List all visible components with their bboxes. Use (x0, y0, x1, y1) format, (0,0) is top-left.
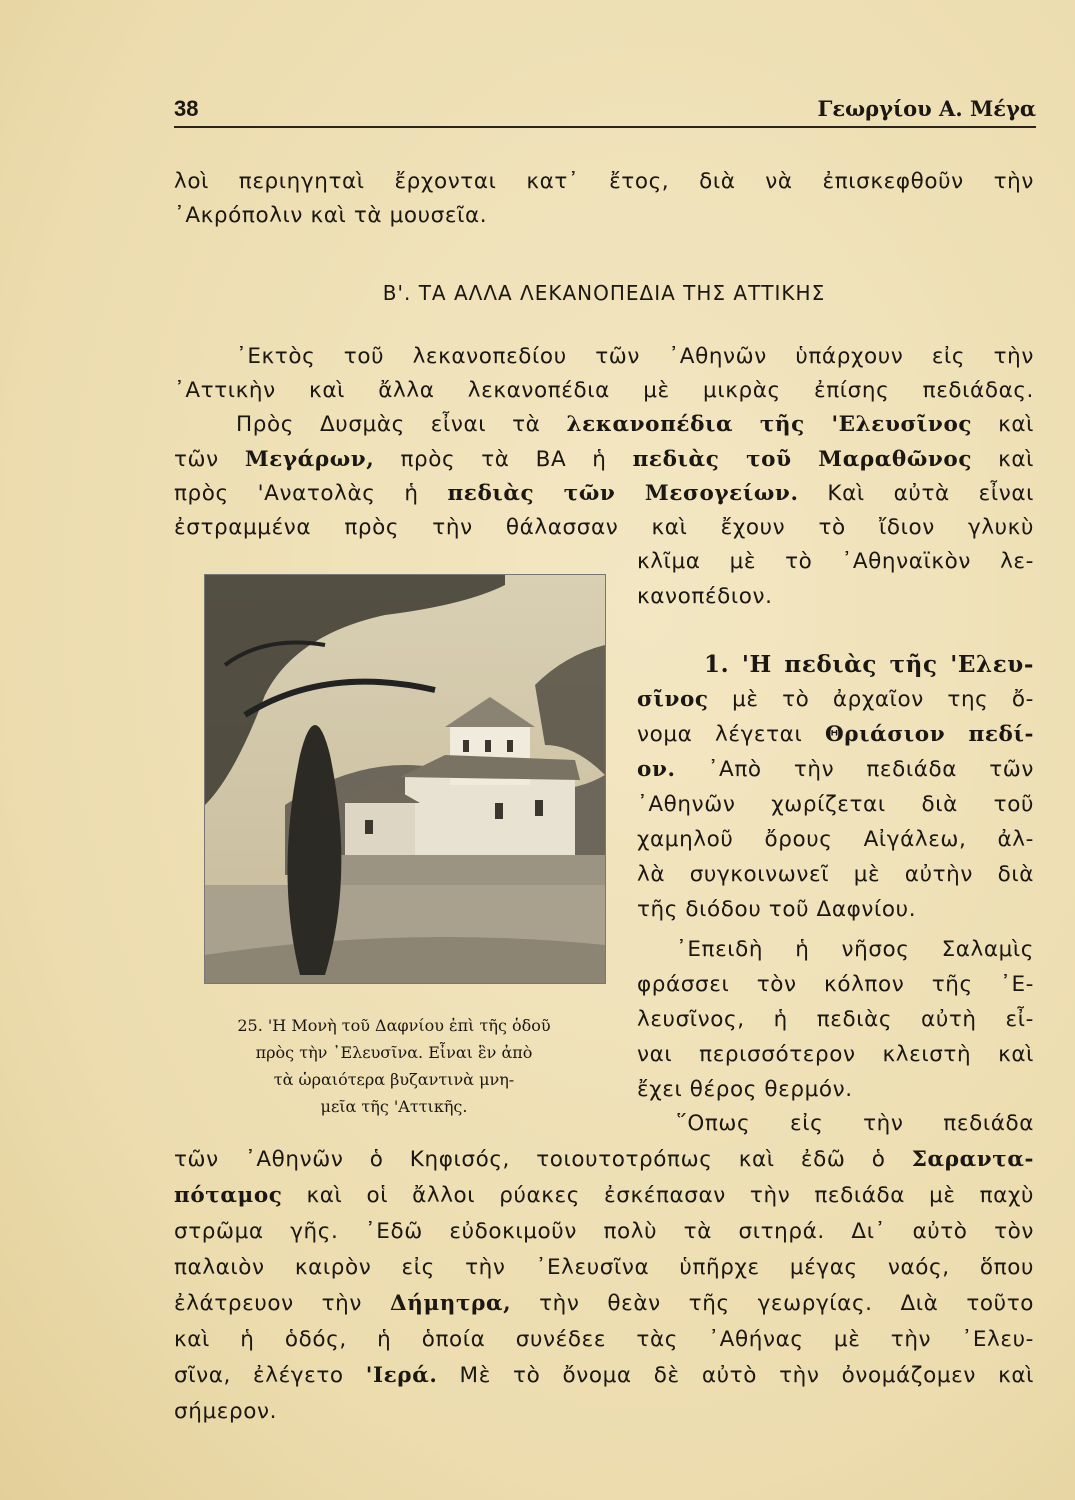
p5-line-5: παλαιὸν καιρὸν εἰς τὴν ᾿Ελευσῖνα ὑπῆρχε μέγας ναός, ὅπου (174, 1255, 1034, 1280)
p3-line-5: ᾿Αθηνῶν χωρίζεται διὰ τοῦ (637, 792, 1034, 817)
p5-line-7: καὶ ἡ ὁδός, ἡ ὁποία συνέδεε τὰς ᾿Αθήνας μὲ τὴν ᾿Ελευ- (174, 1327, 1034, 1352)
p5-line-1: ῞Οπως εἰς τὴν πεδιάδα (676, 1111, 1034, 1136)
monastery-photo (204, 574, 606, 984)
header-rule (174, 126, 1036, 128)
page-number: 38 (174, 96, 199, 121)
p5-line-6: ἐλάτρευον τὴν Δήμητρα, τὴν θεὰν τῆς γεωργίας. Διὰ τοῦτο (174, 1291, 1034, 1316)
p4-line-3: λευσῖνος, ἡ πεδιὰς αὐτὴ εἶ- (637, 1007, 1034, 1032)
p1-line-2: ᾿Αττικὴν καὶ ἄλλα λεκανοπέδια μὲ μικρὰς ἐπίσης πεδιάδας. (174, 378, 1034, 403)
p2-line-3: πρὸς 'Ανατολὰς ἡ πεδιὰς τῶν Μεσογείων. Καὶ αὐτὰ εἶναι (174, 481, 1035, 506)
p5-line-3: πόταμος καὶ οἱ ἄλλοι ρύακες ἐσκέπασαν τὴν πεδιάδα μὲ παχὺ (174, 1183, 1034, 1208)
intro-line-1: λοὶ περιηγηταὶ ἔρχονται κατ᾿ ἔτος, διὰ νὰ ἐπισκεφθοῦν τὴν (174, 169, 1034, 194)
p5-line-8: σῖνα, ἐλέγετο 'Ιερά. Μὲ τὸ ὄνομα δὲ αὐτὸ τὴν ὀνομάζομεν καὶ (174, 1363, 1034, 1388)
caption-line-4: μεῖα τῆς 'Αττικῆς. (320, 1097, 468, 1116)
photo-illustration (205, 575, 605, 983)
p5-line-2: τῶν ᾿Αθηνῶν ὁ Κηφισός, τοιουτοτρόπως καὶ ἐδῶ ὁ Σαραντα- (174, 1147, 1034, 1172)
page-header (174, 92, 1036, 128)
p4-line-1: ᾿Επειδὴ ἡ νῆσος Σαλαμὶς (676, 937, 1034, 962)
p2-line-2: τῶν Μεγάρων, πρὸς τὰ ΒΑ ἡ πεδιὰς τοῦ Μαραθῶνος καὶ (174, 447, 1035, 472)
p3-line-8: τῆς διόδου τοῦ Δαφνίου. (637, 897, 917, 922)
p5-line-4: στρῶμα γῆς. ᾿Εδῶ εὐδοκιμοῦν πολὺ τὰ σιτηρά. Δι᾿ αὐτὸ τὸν (174, 1219, 1034, 1244)
p3-line-3: νομα λέγεται Θριάσιον πεδί- (637, 722, 1034, 747)
p3-line-7: λὰ συγκοινωνεῖ μὲ αὐτὴν διὰ (637, 862, 1034, 887)
p2-line-1: Πρὸς Δυσμὰς εἶναι τὰ λεκανοπέδια τῆς 'Ελευσῖνος καὶ (236, 412, 1034, 437)
p3-line-1: 1. 'Η πεδιὰς τῆς 'Ελευ- (704, 651, 1034, 678)
p1-line-1: ᾿Εκτὸς τοῦ λεκανοπεδίου τῶν ᾿Αθηνῶν ὑπάρχουν εἰς τὴν (236, 344, 1034, 369)
p3-line-6: χαμηλοῦ ὄρους Αἰγάλεω, ἀλ- (637, 827, 1034, 852)
section-heading: Β'. ΤΑ ΑΛΛΑ ΛΕΚΑΝΟΠΕΔΙΑ ΤΗΣ ΑΤΤΙΚΗΣ (382, 281, 826, 305)
running-head: Γεωργίου Α. Μέγα (817, 96, 1036, 121)
p2-line-4: ἐστραμμένα πρὸς τὴν θάλασσαν καὶ ἔχουν τὸ ἴδιον γλυκὺ (174, 515, 1034, 540)
p4-line-4: ναι περισσότερον κλειστὴ καὶ (637, 1042, 1034, 1067)
caption-line-1: 25. 'Η Μονὴ τοῦ Δαφνίου ἐπὶ τῆς ὁδοῦ (237, 1016, 551, 1035)
p5-line-9: σήμερον. (174, 1399, 277, 1424)
p2-line-5: κλῖμα μὲ τὸ ᾿Αθηναϊκὸν λε- (637, 549, 1034, 574)
p4-line-5: ἔχει θέρος θερμόν. (637, 1077, 853, 1102)
p2-line-6: κανοπέδιον. (637, 584, 773, 609)
p3-line-4: ον. ᾿Απὸ τὴν πεδιάδα τῶν (637, 757, 1034, 782)
caption-line-3: τὰ ὡραιότερα βυζαντινὰ μνη- (273, 1070, 515, 1089)
p3-line-2: σῖνος μὲ τὸ ἀρχαῖον της ὄ- (637, 687, 1034, 712)
caption-line-2: πρὸς τὴν ᾿Ελευσῖνα. Εἶναι ἓν ἀπὸ (255, 1043, 533, 1062)
photo-caption (184, 1012, 604, 1120)
intro-line-2: ᾿Ακρόπολιν καὶ τὰ μουσεῖα. (174, 203, 488, 228)
p4-line-2: φράσσει τὸν κόλπον τῆς ᾿Ε- (637, 972, 1034, 997)
